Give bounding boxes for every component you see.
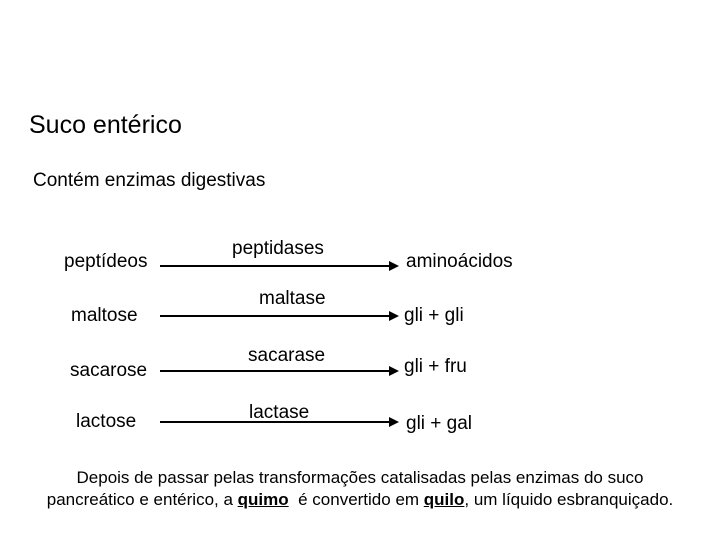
enzyme-label: lactase (249, 402, 310, 423)
quilo-term: quilo (423, 490, 465, 509)
reaction-arrow (160, 261, 400, 271)
page-title: Suco entérico (29, 111, 182, 139)
product-label: gli + fru (404, 356, 467, 377)
footer-line-1: Depois de passar pelas transformações catalisadas pelas enzimas do suco (76, 468, 644, 487)
footer-text: , um líquido esbranquiçado. (464, 490, 674, 509)
substrate-label: maltose (71, 305, 138, 326)
quimo-term: quimo (237, 490, 289, 509)
footer-text: pancreático e entérico, a (46, 490, 238, 509)
footer-text: é convertido em (288, 490, 424, 509)
reaction-arrow (160, 366, 400, 376)
subtitle: Contém enzimas digestivas (33, 170, 266, 191)
product-label: gli + gli (404, 305, 464, 326)
enzyme-label: sacarase (248, 345, 326, 366)
footer-line-2 (0, 489, 720, 511)
substrate-label: lactose (76, 411, 137, 432)
reaction-arrow (160, 311, 400, 321)
enzyme-label: maltase (259, 288, 326, 309)
reaction-arrow (160, 417, 400, 427)
substrate-label: sacarose (70, 360, 148, 381)
product-label: aminoácidos (406, 251, 513, 272)
product-label: gli + gal (406, 413, 473, 434)
substrate-label: peptídeos (64, 251, 148, 272)
enzyme-label: peptidases (232, 238, 324, 259)
footer-paragraph (0, 467, 720, 511)
